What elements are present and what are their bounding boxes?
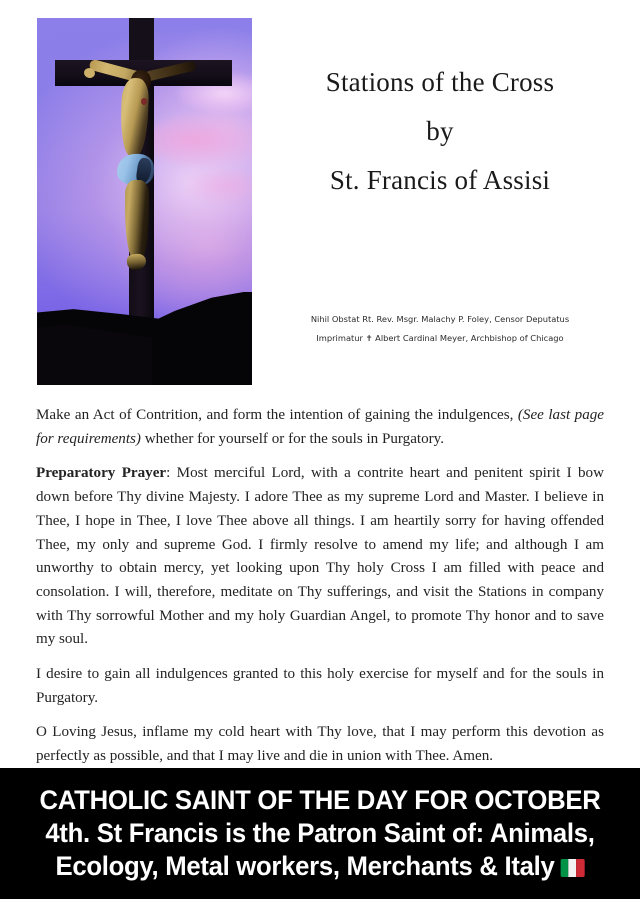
italy-flag-icon [560, 859, 584, 877]
caption-line-3 [25, 850, 615, 883]
caption-text [25, 784, 615, 883]
crucifixion-illustration [37, 18, 252, 385]
figure-legs [125, 180, 149, 258]
caption-line-3-text: Ecology, Metal workers, Merchants & Italy [55, 851, 555, 881]
preparatory-prayer-text: : Most merciful Lord, with a contrite heart and penitent spirit I bow down before Thy divine Majesty. I adore Thee as my supreme Lord and Master. I believe in Thee, I hope in Thee, I love Thee above all things. I am heartily sorry for having offended Thee, my only and supreme God. I firmly resolve to amend my life; and although I am unworthy to obtain mercy, yet looking upon Thy holy Cross I am filled with peace and consolation. I will, therefore, meditate on Thy sufferings, and visit the Stations in company with Thy sorrowful Mother and my holy Guardian Angel, to promote Thy honor and to save my soul. [36, 465, 604, 648]
title-line-3: St. Francis of Assisi [329, 165, 551, 195]
wound-mark [141, 98, 147, 105]
caption-banner [0, 768, 640, 899]
imprimatur-block [266, 310, 614, 348]
paragraph-loving-jesus: O Loving Jesus, inflame my cold heart with Thy love, that I may perform this devotion as perfectly as possible, and that I may live and die in union with Thee. Amen. [36, 724, 604, 765]
paragraph-desire-indulgences: I desire to gain all indulgences granted to this holy exercise for myself and for the souls in Purgatory. [36, 666, 604, 706]
title-line-2: by [426, 116, 454, 146]
imprimatur-line: Imprimatur ✝ Albert Cardinal Meyer, Archbishop of Chicago [316, 333, 564, 343]
contrition-text-pre: Make an Act of Contrition, and form the intention of gaining the indulgences, [36, 407, 518, 423]
paragraph-preparatory-prayer [36, 462, 604, 652]
contrition-text-post: whether for yourself or for the souls in Purgatory. [140, 430, 445, 447]
caption-line-2: 4th. St Francis is the Patron Saint of: Animals, [45, 818, 595, 848]
nihil-obstat-line: Nihil Obstat Rt. Rev. Msgr. Malachy P. Foley, Censor Deputatus [310, 314, 570, 324]
prayer-text-body [36, 404, 604, 769]
paragraph-act-of-contrition [36, 404, 604, 451]
caption-line-1: CATHOLIC SAINT OF THE DAY FOR OCTOBER [39, 785, 601, 815]
contrition-note-italic: (See last page for requirements) [36, 407, 604, 447]
cross-upper-post [129, 18, 154, 62]
title-line-1: Stations of the Cross [325, 67, 555, 97]
page-title [266, 58, 614, 205]
preparatory-prayer-heading: Preparatory Prayer [36, 465, 167, 482]
